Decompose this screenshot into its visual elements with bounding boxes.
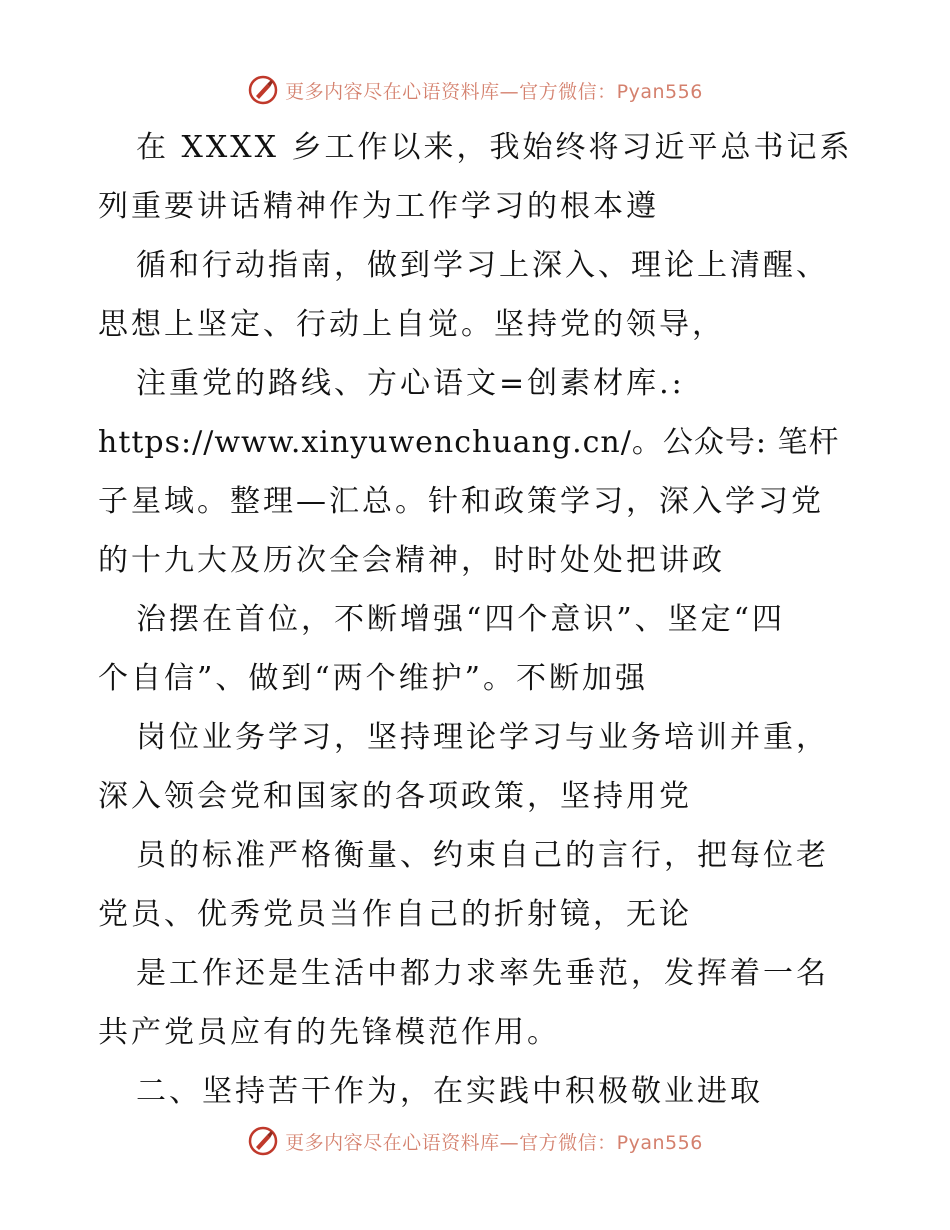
text-line: 个自信”、做到“两个维护”。不断加强 [98,661,649,696]
text-line: https://www.xinyuwenchuang.cn/。公众号: 笔杆 [98,425,840,460]
text-line: 注重党的路线、方心语文=创素材库.: [136,366,685,401]
text-line: 员的标准严格衡量、约束自己的言行，把每位老 [136,838,829,873]
text-line: 循和行动指南，做到学习上深入、理论上清醒、 [136,248,829,283]
text-line: 在 XXXX 乡工作以来，我始终将习近平总书记系 [136,130,853,165]
logo-icon [247,74,279,106]
text-line: 列重要讲话精神作为工作学习的根本遵 [98,189,659,224]
watermark-banner-bottom [0,1121,950,1161]
text-line: 共产党员应有的先锋模范作用。 [98,1015,560,1050]
text-line: 深入领会党和国家的各项政策，坚持用党 [98,779,692,814]
text-line: 的十九大及历次全会精神，时时处处把讲政 [98,543,725,578]
document-body [98,118,858,1121]
text-line: 治摆在首位，不断增强“四个意识”、坚定“四 [136,602,786,637]
text-line: 是工作还是生活中都力求率先垂范，发挥着一名 [136,956,829,991]
watermark-banner-top [0,70,950,110]
text-line: 子星域。整理—汇总。针和政策学习，深入学习党 [98,484,824,519]
text-line: 思想上坚定、行动上自觉。坚持党的领导， [98,307,725,342]
text-line: 党员、优秀党员当作自己的折射镜，无论 [98,897,692,932]
logo-icon [247,1125,279,1157]
text-line: 二、坚持苦干作为，在实践中积极敬业进取 [136,1074,763,1109]
text-line: 岗位业务学习，坚持理论学习与业务培训并重， [136,720,829,755]
watermark-text: 更多内容尽在心语资料库—官方微信：Pyan556 [285,1131,703,1154]
watermark-text: 更多内容尽在心语资料库—官方微信：Pyan556 [285,80,703,103]
